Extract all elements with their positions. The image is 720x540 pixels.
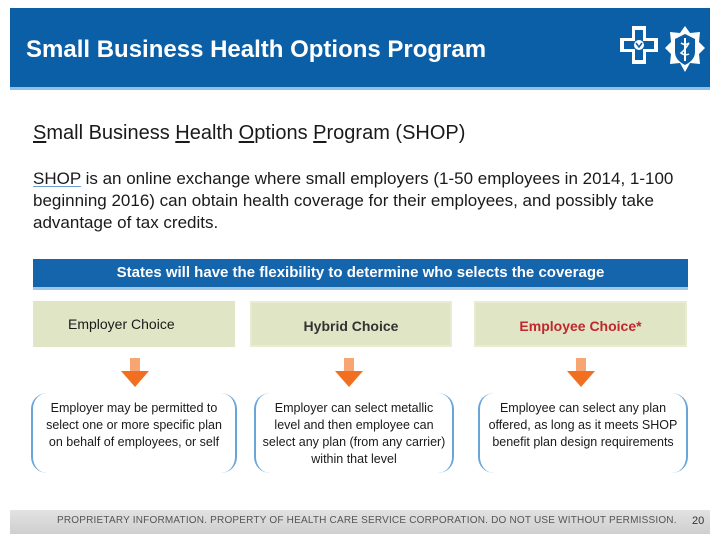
down-arrow-icon [120, 358, 150, 388]
flexibility-banner: States will have the flexibility to determine who selects the coverage [33, 259, 688, 287]
down-arrow-icon [334, 358, 364, 388]
employee-choice-description: Employee can select any plan offered, as long as it meets SHOP benefit plan design requirements [478, 393, 688, 473]
proprietary-notice: PROPRIETARY INFORMATION. PROPERTY OF HEALTH CARE SERVICE CORPORATION. DO NOT USE WITHOUT PERMISSION. [57, 515, 677, 526]
header-bar [10, 8, 710, 90]
initial-s: S [33, 122, 47, 144]
employee-choice-box: Employee Choice* [474, 301, 687, 347]
employer-choice-box: Employer Choice [33, 301, 235, 347]
footer-bar [10, 510, 710, 534]
slide-title: Small Business Health Options Program [26, 36, 487, 63]
initial-o: O [238, 122, 255, 144]
blue-cross-logo-icon [618, 24, 660, 74]
intro-paragraph [33, 168, 683, 234]
heading-part-4: rogram (SHOP) [326, 122, 466, 144]
page-number: 20 [692, 515, 705, 527]
initial-p: P [313, 122, 327, 144]
hybrid-choice-description: Employer can select metallic level and then employee can select any plan (from any carrier) within that level [254, 393, 454, 473]
shop-term: SHOP [33, 169, 81, 188]
section-heading [33, 122, 465, 145]
initial-h: H [175, 122, 190, 144]
employer-choice-description: Employer may be permitted to select one or more specific plan on behalf of employees, or self [31, 393, 237, 473]
intro-text: is an online exchange where small employers (1-50 employees in 2014, 1-100 beginning 2016) can obtain health coverage for their employees, and possibly take advantage of tax credits. [33, 169, 674, 232]
banner-underline [33, 287, 688, 290]
heading-part-1: mall Business [46, 122, 176, 144]
heading-part-3: ptions [254, 122, 314, 144]
down-arrow-icon [566, 358, 596, 388]
blue-shield-logo-icon [664, 24, 706, 76]
hybrid-choice-box: Hybrid Choice [250, 301, 452, 347]
logo-group [618, 24, 710, 82]
heading-part-2: ealth [189, 122, 239, 144]
